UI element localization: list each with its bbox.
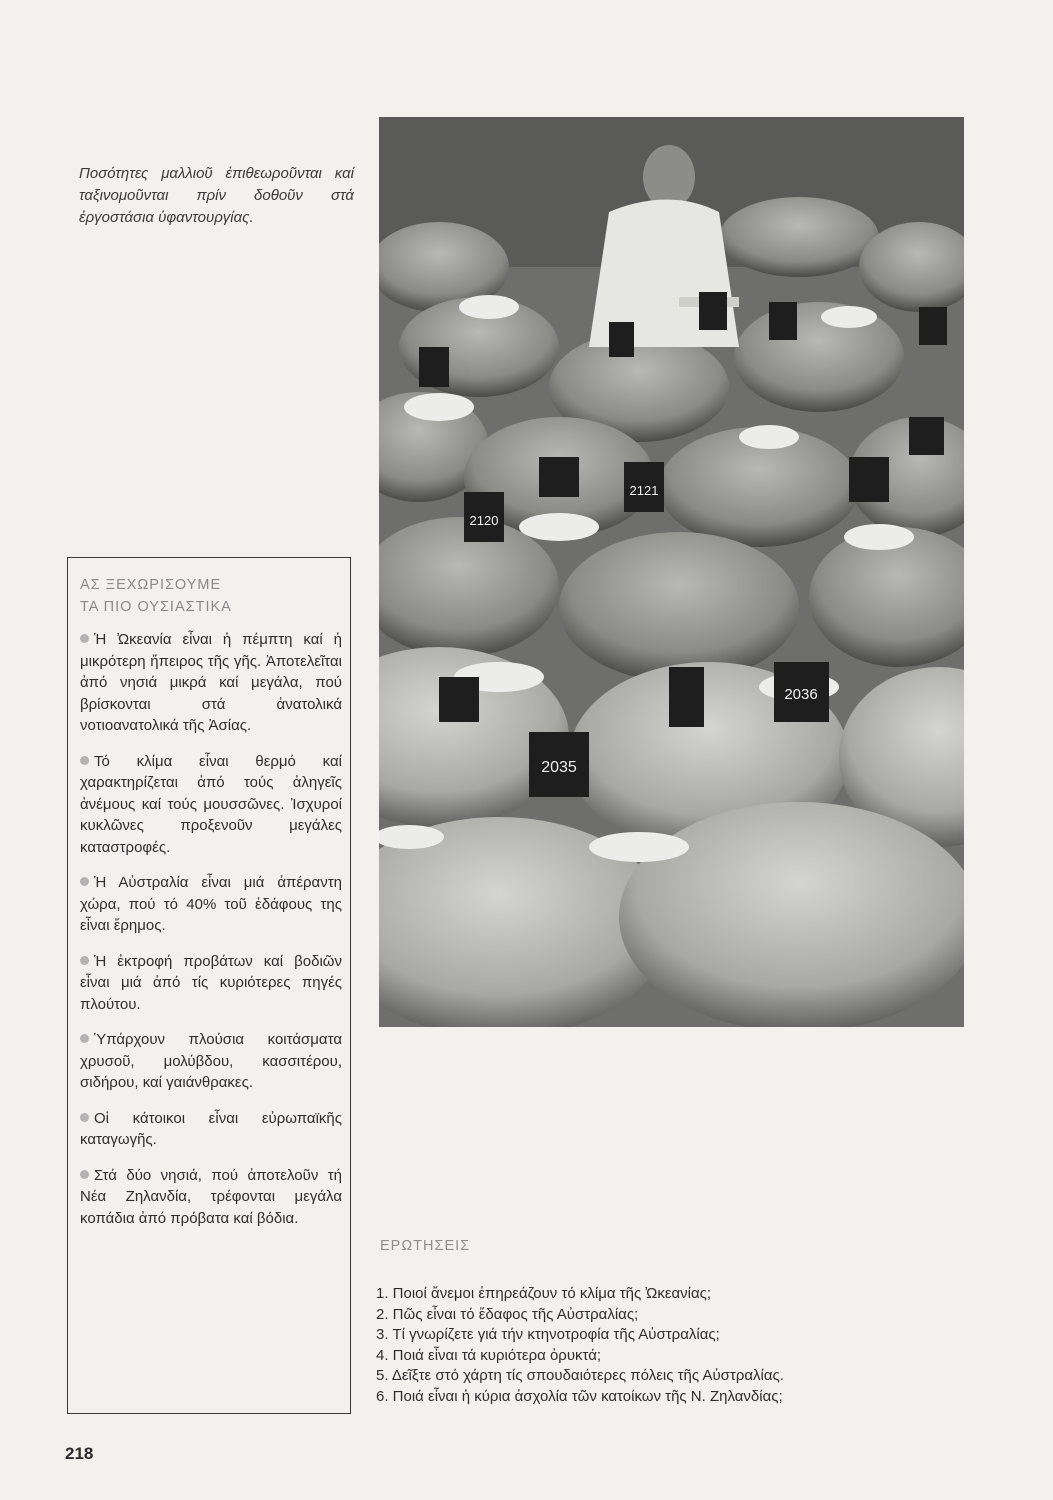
bullet-dot-icon: [80, 1034, 89, 1043]
tag-2120: [464, 492, 504, 542]
questions-title: ΕΡΩΤΗΣΕΙΣ: [380, 1238, 471, 1254]
tag-2121: [624, 462, 664, 512]
bullet-dot-icon: [80, 756, 89, 765]
svg-text:2120: 2120: [469, 513, 499, 528]
summary-item: Οἱ κάτοικοι εἶναι εὐρωπαϊκῆς καταγωγῆς.: [80, 1109, 342, 1148]
bullet-dot-icon: [80, 956, 89, 965]
svg-text:2036: 2036: [784, 686, 818, 703]
tag-2035: [529, 732, 589, 797]
question-item: 1. Ποιοί ἄνεμοι ἐπηρεάζουν τό κλίμα τῆς Ὠκεανίας;: [376, 1285, 712, 1302]
summary-item: Τό κλίμα εἶναι θερμό καί χαρακτηρίζεται ἀπό τούς ἀληγεῖς ἀνέμους καί τούς μουσσῶνες. Ἰσχυροί κυκλῶνες προξενοῦν μεγάλες καταστροφές.: [80, 752, 342, 856]
question-item: 2. Πῶς εἶναι τό ἔδαφος τῆς Αὐστραλίας;: [376, 1305, 639, 1323]
questions-list: [376, 1284, 976, 1407]
question-item: 3. Τί γνωρίζετε γιά τήν κτηνοτροφία τῆς Αὐστραλίας;: [376, 1326, 720, 1343]
question-item: 4. Ποιά εἶναι τά κυριότερα ὀρυκτά;: [376, 1346, 602, 1364]
svg-text:2121: 2121: [629, 483, 659, 498]
bullet-dot-icon: [80, 1113, 89, 1122]
tag-2036: [774, 662, 829, 722]
photo-caption: Ποσότητες μαλλιοῦ ἐπιθεωροῦνται καί ταξινομοῦνται πρίν δοθοῦν στά ἐργοστάσια ὑφαντουργίας.: [79, 165, 354, 226]
wool-bales-photo: [379, 117, 964, 1027]
question-item: 6. Ποιά εἶναι ἡ κύρια ἀσχολία τῶν κατοίκων τῆς Ν. Ζηλανδίας;: [376, 1387, 783, 1405]
question-item: 5. Δεῖξτε στό χάρτη τίς σπουδαιότερες πόλεις τῆς Αὐστραλίας.: [376, 1367, 784, 1384]
bullet-dot-icon: [80, 877, 89, 886]
svg-text:2035: 2035: [541, 759, 577, 776]
summary-item: Ἡ Ὠκεανία εἶναι ἡ πέμπτη καί ἡ μικρότερη ἤπειρος τῆς γῆς. Ἀποτελεῖται ἀπό νησιά μικρά καί μεγάλα, πού βρίσκονται στά ἀνατολικά νοτιοανατολικά τῆς Ἀσίας.: [80, 631, 342, 734]
summary-item: Στά δύο νησιά, πού ἀποτελοῦν τή Νέα Ζηλανδία, τρέφονται μεγάλα κοπάδια ἀπό πρόβατα καί βόδια.: [80, 1166, 342, 1227]
summary-title: ΑΣ ΞΕΧΩΡΙΣΟΥΜΕ ΤΑ ΠΙΟ ΟΥΣΙΑΣΤΙΚΑ: [80, 577, 232, 615]
summary-box: [67, 557, 351, 1414]
summary-item: Ἡ ἐκτροφή προβάτων καί βοδιῶν εἶναι μιά ἀπό τίς κυριότερες πηγές πλούτου.: [80, 952, 342, 1013]
page-number: 218: [65, 1444, 94, 1463]
bullet-dot-icon: [80, 634, 89, 643]
bullet-dot-icon: [80, 1170, 89, 1179]
summary-item: Ἡ Αὐστραλία εἶναι μιά ἀπέραντη χώρα, πού τό 40% τοῦ ἐδάφους της εἶναι ἔρημος.: [80, 874, 342, 934]
summary-item: Ὑπάρχουν πλούσια κοιτάσματα χρυσοῦ, μολύβδου, κασσιτέρου, σιδήρου, καί γαιάνθρακες.: [80, 1031, 342, 1091]
